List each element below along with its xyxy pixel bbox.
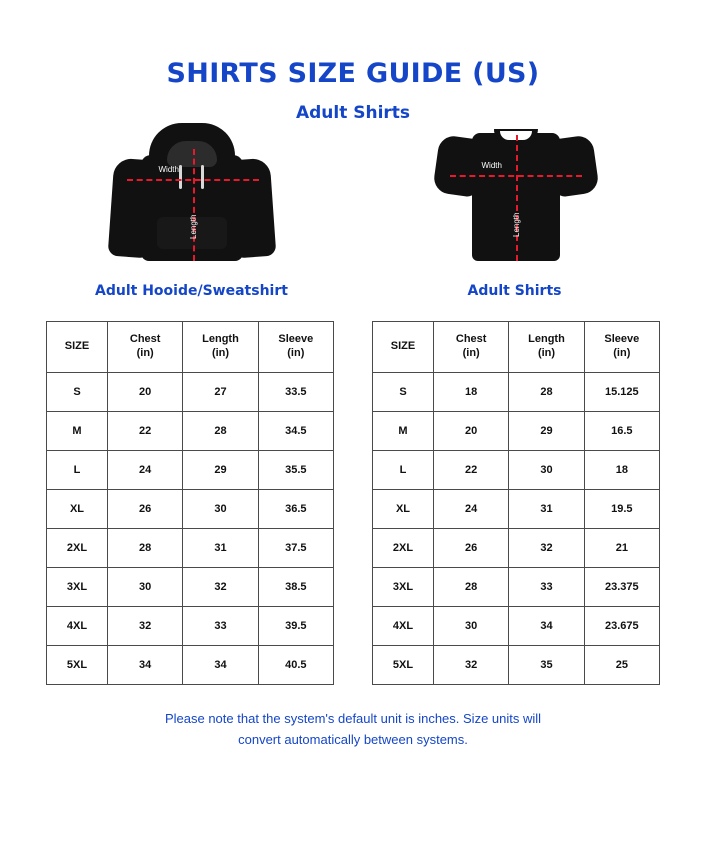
column-header-sleeve: [258, 322, 333, 373]
cell-chest: 22: [108, 412, 183, 451]
column-header-sleeve-line1: Sleeve: [278, 333, 314, 346]
table-row: [47, 607, 334, 646]
cell-length: 31: [509, 490, 584, 529]
cell-sleeve: 34.5: [258, 412, 333, 451]
table-row: [373, 607, 660, 646]
hoodie-length-line: [193, 149, 195, 261]
cell-size: 4XL: [47, 607, 108, 646]
cell-size: 3XL: [373, 568, 434, 607]
cell-chest: 28: [108, 529, 183, 568]
column-header-chest-line1: Chest: [455, 333, 487, 346]
table-row: [47, 490, 334, 529]
table-row: [373, 373, 660, 412]
column-header-length: [509, 322, 584, 373]
cell-chest: 20: [434, 412, 509, 451]
table-row: [47, 451, 334, 490]
cell-size: L: [47, 451, 108, 490]
cell-sleeve: 19.5: [584, 490, 659, 529]
cell-length: 27: [183, 373, 258, 412]
column-header-sleeve-line2: (in): [287, 347, 305, 359]
cell-length: 33: [183, 607, 258, 646]
cell-size: 5XL: [47, 646, 108, 685]
cell-sleeve: 16.5: [584, 412, 659, 451]
table-row: [47, 568, 334, 607]
size-guide-page: [0, 58, 706, 858]
cell-chest: 26: [434, 529, 509, 568]
cell-length: 28: [509, 373, 584, 412]
cell-size: 2XL: [47, 529, 108, 568]
table-row: [47, 373, 334, 412]
tshirt-icon: [420, 121, 610, 271]
cell-size: S: [373, 373, 434, 412]
cell-size: M: [47, 412, 108, 451]
column-header-chest-line1: Chest: [129, 333, 161, 346]
table-row: [373, 646, 660, 685]
tshirt-length-line: [516, 135, 518, 261]
cell-size: 3XL: [47, 568, 108, 607]
hoodie-drawcord-right: [201, 165, 204, 189]
cell-size: 2XL: [373, 529, 434, 568]
shirt-size-table: [372, 321, 660, 685]
column-header-chest: [434, 322, 509, 373]
cell-size: 4XL: [373, 607, 434, 646]
cell-sleeve: 36.5: [258, 490, 333, 529]
hoodie-width-label: Width: [158, 165, 179, 174]
footer-note: [93, 709, 613, 751]
footer-note-line1: Please note that the system's default unit is inches. Size units will: [164, 711, 542, 726]
column-header-sleeve: [584, 322, 659, 373]
column-header-length-line1: Length: [528, 333, 565, 346]
column-header-sleeve-line2: (in): [613, 347, 631, 359]
cell-size: XL: [373, 490, 434, 529]
cell-length: 29: [509, 412, 584, 451]
page-subtitle: Adult Shirts: [295, 103, 411, 123]
cell-sleeve: 37.5: [258, 529, 333, 568]
cell-sleeve: 33.5: [258, 373, 333, 412]
cell-sleeve: 23.375: [584, 568, 659, 607]
cell-length: 29: [183, 451, 258, 490]
table-row: [373, 412, 660, 451]
cell-sleeve: 38.5: [258, 568, 333, 607]
column-header-length-line1: Length: [202, 333, 239, 346]
table-row: [373, 568, 660, 607]
hoodie-illustration-block: [47, 121, 337, 299]
column-header-sleeve-line1: Sleeve: [604, 333, 640, 346]
cell-sleeve: 18: [584, 451, 659, 490]
column-header-size-line1: SIZE: [390, 340, 416, 353]
table-row: [47, 529, 334, 568]
cell-sleeve: 25: [584, 646, 659, 685]
shirt-illustration-block: [370, 121, 660, 299]
hoodie-caption: Adult Hooide/Sweatshirt: [95, 283, 288, 299]
cell-length: 33: [509, 568, 584, 607]
footer-note-line2: convert automatically between systems.: [238, 731, 468, 747]
cell-chest: 30: [108, 568, 183, 607]
tshirt-width-label: Width: [481, 161, 502, 170]
cell-length: 34: [183, 646, 258, 685]
column-header-chest-line2: (in): [136, 347, 154, 359]
column-header-length-line2: (in): [537, 347, 556, 359]
cell-chest: 34: [108, 646, 183, 685]
hoodie-length-label: Length: [188, 214, 198, 239]
table-row: [373, 529, 660, 568]
cell-length: 30: [509, 451, 584, 490]
hoodie-icon: [97, 121, 287, 271]
cell-length: 35: [509, 646, 584, 685]
cell-sleeve: 39.5: [258, 607, 333, 646]
cell-chest: 22: [434, 451, 509, 490]
shirt-caption: Adult Shirts: [467, 283, 562, 299]
cell-chest: 24: [434, 490, 509, 529]
column-header-chest: [108, 322, 183, 373]
cell-length: 31: [183, 529, 258, 568]
cell-chest: 18: [434, 373, 509, 412]
table-row: [47, 412, 334, 451]
table-header-row: [373, 322, 660, 373]
cell-length: 32: [183, 568, 258, 607]
cell-length: 34: [509, 607, 584, 646]
column-header-length-line2: (in): [211, 347, 230, 359]
cell-chest: 32: [434, 646, 509, 685]
cell-chest: 30: [434, 607, 509, 646]
page-title: SHIRTS SIZE GUIDE (US): [166, 58, 540, 89]
column-header-length: [183, 322, 258, 373]
column-header-size-line1: SIZE: [64, 340, 90, 353]
cell-size: XL: [47, 490, 108, 529]
cell-length: 32: [509, 529, 584, 568]
column-header-size: [47, 322, 108, 373]
cell-sleeve: 35.5: [258, 451, 333, 490]
cell-chest: 26: [108, 490, 183, 529]
cell-size: L: [373, 451, 434, 490]
cell-chest: 20: [108, 373, 183, 412]
tshirt-length-label: Length: [511, 212, 521, 237]
cell-length: 30: [183, 490, 258, 529]
cell-chest: 24: [108, 451, 183, 490]
column-header-chest-line2: (in): [462, 347, 480, 359]
column-header-size: [373, 322, 434, 373]
cell-size: M: [373, 412, 434, 451]
cell-chest: 32: [108, 607, 183, 646]
cell-length: 28: [183, 412, 258, 451]
cell-size: S: [47, 373, 108, 412]
cell-sleeve: 21: [584, 529, 659, 568]
cell-size: 5XL: [373, 646, 434, 685]
size-tables: [0, 321, 706, 685]
cell-sleeve: 23.675: [584, 607, 659, 646]
garment-illustrations: [0, 139, 706, 299]
hoodie-size-table: [46, 321, 334, 685]
table-row: [373, 451, 660, 490]
table-header-row: [47, 322, 334, 373]
table-row: [373, 490, 660, 529]
hoodie-hood-inner: [167, 141, 217, 167]
table-row: [47, 646, 334, 685]
cell-sleeve: 15.125: [584, 373, 659, 412]
cell-sleeve: 40.5: [258, 646, 333, 685]
cell-chest: 28: [434, 568, 509, 607]
